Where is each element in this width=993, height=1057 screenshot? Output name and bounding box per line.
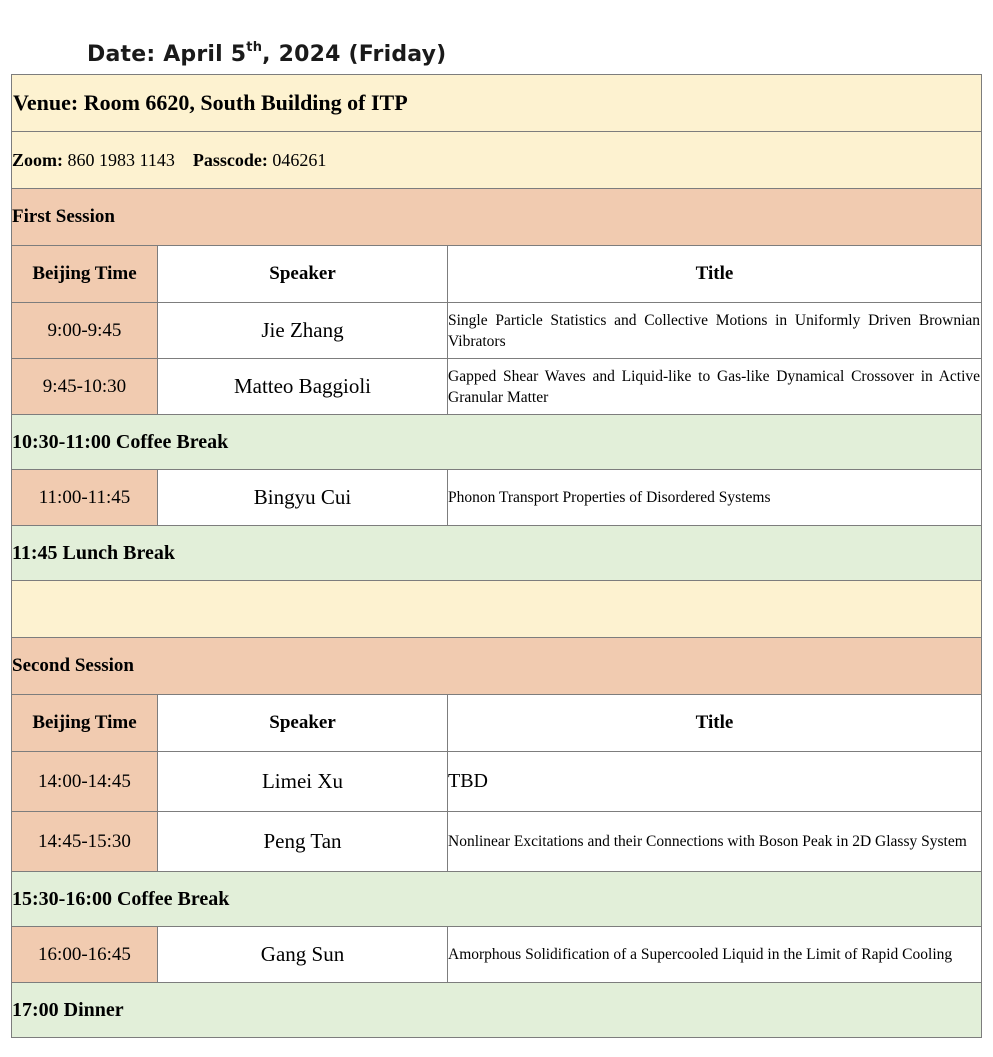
talk-row [12, 812, 982, 872]
lunch-break-label: 11:45 Lunch Break [12, 526, 982, 581]
talk-speaker: Matteo Baggioli [158, 359, 448, 415]
passcode-value: 046261 [272, 149, 327, 170]
coffee-break-label: 10:30-11:00 Coffee Break [12, 415, 982, 470]
venue-cell: Venue: Room 6620, South Building of ITP [12, 75, 982, 132]
date-suffix: , 2024 (Friday) [262, 42, 447, 67]
talk-title: Gapped Shear Waves and Liquid-like to Gas-like Dynamical Crossover in Active Granular Matter [448, 359, 982, 415]
talk-speaker: Bingyu Cui [158, 470, 448, 526]
zoom-id: 860 1983 1143 [67, 149, 175, 170]
date-ordinal-suffix: th [246, 40, 263, 55]
first-session-label: First Session [12, 189, 982, 246]
title-column-header: Title [448, 246, 982, 303]
title-column-header: Title [448, 695, 982, 752]
dinner-label: 17:00 Dinner [12, 983, 982, 1038]
talk-row [12, 927, 982, 983]
talk-speaker: Limei Xu [158, 752, 448, 812]
talk-row [12, 752, 982, 812]
talk-row [12, 470, 982, 526]
coffee-break-row [12, 872, 982, 927]
column-header-row [12, 246, 982, 303]
schedule-table [11, 74, 982, 1038]
column-header-row [12, 695, 982, 752]
coffee-break-label: 15:30-16:00 Coffee Break [12, 872, 982, 927]
talk-title: Phonon Transport Properties of Disordered Systems [448, 470, 982, 526]
talk-time: 14:00-14:45 [12, 752, 158, 812]
time-column-header: Beijing Time [12, 246, 158, 303]
talk-title: Amorphous Solidification of a Supercooled Liquid in the Limit of Rapid Cooling [448, 927, 982, 983]
zoom-cell [12, 132, 982, 189]
second-session-label: Second Session [12, 638, 982, 695]
talk-speaker: Gang Sun [158, 927, 448, 983]
talk-time: 9:00-9:45 [12, 303, 158, 359]
schedule-date [87, 42, 446, 67]
spacer-row [12, 581, 982, 638]
talk-speaker: Jie Zhang [158, 303, 448, 359]
talk-time: 11:00-11:45 [12, 470, 158, 526]
spacer-cell [12, 581, 982, 638]
speaker-column-header: Speaker [158, 695, 448, 752]
talk-time: 9:45-10:30 [12, 359, 158, 415]
coffee-break-row [12, 415, 982, 470]
first-session-row [12, 189, 982, 246]
talk-row [12, 303, 982, 359]
zoom-label: Zoom: [12, 149, 63, 170]
talk-title: Nonlinear Excitations and their Connections with Boson Peak in 2D Glassy System [448, 812, 982, 872]
dinner-row [12, 983, 982, 1038]
speaker-column-header: Speaker [158, 246, 448, 303]
passcode-label: Passcode: [192, 149, 268, 170]
lunch-break-row [12, 526, 982, 581]
talk-title: Single Particle Statistics and Collective Motions in Uniformly Driven Brownian Vibrators [448, 303, 982, 359]
venue-row [12, 75, 982, 132]
date-prefix: Date: April 5 [87, 42, 247, 67]
time-column-header: Beijing Time [12, 695, 158, 752]
zoom-row [12, 132, 982, 189]
talk-time: 14:45-15:30 [12, 812, 158, 872]
second-session-row [12, 638, 982, 695]
talk-speaker: Peng Tan [158, 812, 448, 872]
talk-title: TBD [448, 752, 982, 812]
talk-row [12, 359, 982, 415]
talk-time: 16:00-16:45 [12, 927, 158, 983]
